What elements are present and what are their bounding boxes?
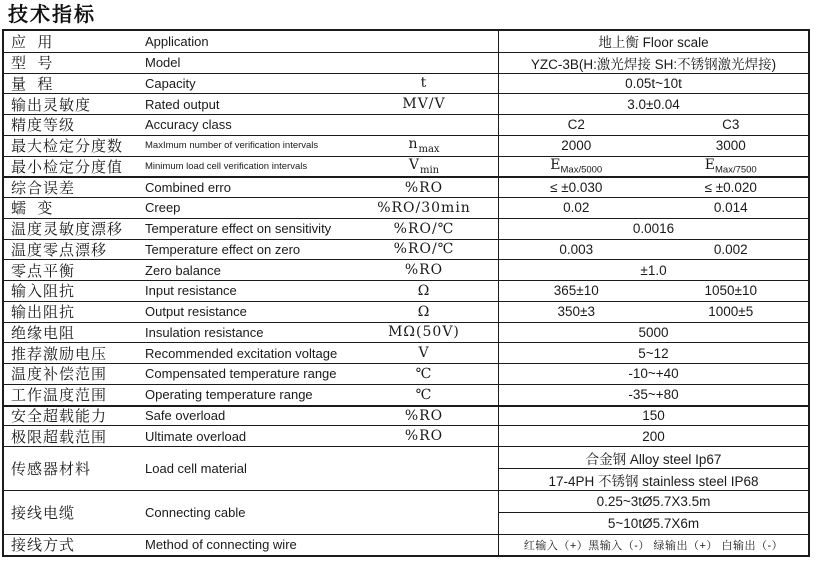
value-subrow: 17-4PH 不锈钢 stainless steel IP68 bbox=[499, 468, 808, 490]
value-text: 地上衡 Floor scale bbox=[598, 35, 709, 51]
value-text: -10~+40 bbox=[628, 366, 679, 382]
value-text: 200 bbox=[642, 428, 665, 444]
value-c2-symbol: E bbox=[550, 157, 561, 174]
value-cell bbox=[498, 281, 808, 301]
table-row bbox=[4, 363, 808, 384]
label-cell bbox=[4, 302, 498, 322]
value-cell bbox=[498, 219, 808, 239]
label-en: Temperature effect on sensitivity bbox=[145, 221, 332, 237]
unit-label: MV/V bbox=[402, 96, 446, 113]
page-title: 技术指标 bbox=[8, 4, 96, 26]
label-en: Method of connecting wire bbox=[145, 537, 297, 553]
value-text: 0.0016 bbox=[632, 221, 675, 237]
label-cell bbox=[4, 364, 498, 384]
value-c2: 365±10 bbox=[553, 283, 599, 299]
table-row bbox=[4, 135, 808, 156]
label-cn: 传感器材料 bbox=[11, 461, 92, 478]
unit-label: %RO bbox=[404, 179, 444, 196]
value-subrow: 5~10tØ5.7X6m bbox=[499, 512, 808, 534]
value-c2 bbox=[499, 157, 654, 176]
value-c3: 1000±5 bbox=[708, 304, 754, 320]
label-cn: 绝缘电阻 bbox=[11, 324, 76, 342]
table-row bbox=[4, 446, 808, 490]
label-cn: 最小检定分度值 bbox=[11, 158, 124, 176]
label-cell bbox=[4, 385, 498, 405]
value-cell bbox=[498, 198, 808, 218]
label-cell bbox=[4, 198, 498, 218]
unit-label bbox=[350, 157, 498, 176]
table-row bbox=[4, 73, 808, 94]
unit-label: Ω bbox=[417, 282, 431, 299]
value-cell bbox=[498, 31, 808, 52]
table-row bbox=[4, 534, 808, 555]
value-c2-subscript: Max/5000 bbox=[560, 164, 603, 176]
label-cn: 输出灵敏度 bbox=[11, 96, 92, 114]
label-en: Compensated temperature range bbox=[145, 366, 337, 382]
table-row bbox=[4, 342, 808, 363]
value-c2: 0.003 bbox=[559, 241, 594, 257]
label-en: Safe overload bbox=[145, 408, 226, 424]
label-en: Rated output bbox=[145, 96, 220, 112]
unit-label: %RO/30min bbox=[377, 199, 471, 216]
value-c3 bbox=[654, 157, 809, 176]
value-text: 红输入（+）黑输入（-） 绿输出（+） 白输出（-） bbox=[523, 539, 784, 552]
value-text: 3.0±0.04 bbox=[627, 96, 680, 112]
unit-label: ℃ bbox=[415, 386, 433, 403]
value-cell bbox=[498, 491, 808, 534]
label-en: Load cell material bbox=[145, 461, 247, 476]
table-row bbox=[4, 114, 808, 135]
table-row bbox=[4, 93, 808, 114]
table-row bbox=[4, 197, 808, 218]
label-cell bbox=[4, 53, 498, 73]
label-en: Zero balance bbox=[145, 262, 221, 278]
label-cell bbox=[4, 535, 498, 555]
table-row bbox=[4, 176, 808, 197]
table-row bbox=[4, 31, 808, 52]
label-en: Temperature effect on zero bbox=[145, 241, 301, 257]
label-en: Ultimate overload bbox=[145, 428, 247, 444]
value-cell bbox=[498, 157, 808, 177]
value-cell bbox=[498, 94, 808, 114]
value-cell bbox=[498, 385, 808, 405]
label-cn: 精度等级 bbox=[11, 117, 76, 135]
label-en: Input resistance bbox=[145, 283, 237, 299]
unit-label: %RO bbox=[404, 407, 444, 424]
label-cell bbox=[4, 260, 498, 280]
label-en: Application bbox=[145, 33, 209, 49]
value-cell bbox=[498, 136, 808, 156]
label-en: Creep bbox=[145, 200, 181, 216]
table-row bbox=[4, 384, 808, 405]
label-en: Model bbox=[145, 55, 181, 71]
table-row bbox=[4, 301, 808, 322]
label-cn: 应 用 bbox=[11, 33, 54, 51]
table-row bbox=[4, 239, 808, 260]
unit-label: %RO bbox=[404, 428, 444, 445]
value-cell bbox=[498, 240, 808, 260]
label-cell bbox=[4, 407, 498, 426]
label-cell bbox=[4, 74, 498, 94]
value-c3: ≤ ±0.020 bbox=[704, 180, 757, 196]
table-row bbox=[4, 259, 808, 280]
unit-subscript: max bbox=[418, 144, 440, 156]
value-c3: C3 bbox=[722, 117, 740, 133]
unit-label: V bbox=[418, 345, 430, 362]
label-en: Insulation resistance bbox=[145, 324, 264, 340]
table-row bbox=[4, 156, 808, 177]
value-cell bbox=[498, 323, 808, 343]
label-cell bbox=[4, 94, 498, 114]
label-en: Minimum load cell verification intervals bbox=[145, 160, 308, 172]
unit-label: %RO/℃ bbox=[393, 220, 455, 237]
label-cn: 安全超载能力 bbox=[11, 408, 108, 426]
label-cn: 温度零点漂移 bbox=[11, 241, 108, 259]
value-c3: 3000 bbox=[715, 138, 746, 154]
label-cell bbox=[4, 178, 498, 197]
value-c2: 350±3 bbox=[557, 304, 595, 320]
value-cell bbox=[498, 447, 808, 490]
value-text: YZC-3B(H:激光焊接 SH:不锈钢激光焊接) bbox=[530, 56, 777, 72]
value-subrow: 0.25~3tØ5.7X3.5m bbox=[596, 494, 711, 509]
value-text: 5000 bbox=[638, 324, 669, 340]
unit-label bbox=[350, 136, 498, 155]
label-cell bbox=[4, 491, 498, 534]
value-c3-symbol: E bbox=[704, 157, 715, 174]
value-cell bbox=[498, 364, 808, 384]
label-cell bbox=[4, 31, 498, 52]
value-c2: ≤ ±0.030 bbox=[550, 180, 603, 196]
table-row bbox=[4, 218, 808, 239]
table-row bbox=[4, 280, 808, 301]
label-en: Output resistance bbox=[145, 304, 247, 320]
unit-symbol: V bbox=[408, 156, 420, 173]
value-text: -35~+80 bbox=[628, 387, 679, 403]
unit-label: %RO/℃ bbox=[393, 241, 455, 258]
label-en: Operating temperature range bbox=[145, 387, 313, 403]
unit-symbol: n bbox=[408, 136, 419, 153]
label-cn: 接线电缆 bbox=[11, 505, 76, 522]
value-cell bbox=[498, 178, 808, 197]
label-cell bbox=[4, 426, 498, 446]
table-row bbox=[4, 425, 808, 446]
label-cn: 型 号 bbox=[11, 55, 54, 73]
label-cn: 温度补偿范围 bbox=[11, 366, 108, 384]
label-en: Connecting cable bbox=[145, 505, 246, 520]
label-en: MaxImum number of verification intervals bbox=[145, 140, 319, 152]
value-c3: 0.002 bbox=[713, 241, 748, 257]
unit-label: %RO bbox=[404, 262, 444, 279]
label-cell bbox=[4, 136, 498, 156]
label-cell bbox=[4, 240, 498, 260]
label-en: Combined erro bbox=[145, 180, 231, 196]
label-cell bbox=[4, 281, 498, 301]
value-text: ±1.0 bbox=[640, 262, 667, 278]
value-text: 150 bbox=[642, 408, 665, 424]
label-cn: 温度灵敏度漂移 bbox=[11, 221, 124, 239]
label-cell bbox=[4, 323, 498, 343]
value-c2: 0.02 bbox=[563, 200, 590, 216]
value-cell bbox=[498, 260, 808, 280]
unit-label: Ω bbox=[417, 303, 431, 320]
label-cn: 工作温度范围 bbox=[11, 387, 108, 405]
value-c3-subscript: Max/7500 bbox=[715, 164, 757, 176]
label-cell bbox=[4, 447, 498, 490]
label-cell bbox=[4, 219, 498, 239]
label-cn: 综合误差 bbox=[11, 180, 76, 198]
label-en: Accuracy class bbox=[145, 117, 232, 133]
value-text: 5~12 bbox=[638, 345, 669, 361]
label-cell bbox=[4, 157, 498, 177]
value-cell bbox=[498, 426, 808, 446]
value-cell bbox=[498, 407, 808, 426]
value-text: 0.05t~10t bbox=[625, 75, 682, 91]
unit-label: ℃ bbox=[415, 365, 433, 382]
value-c3: 1050±10 bbox=[704, 283, 757, 299]
label-cn: 量 程 bbox=[11, 75, 54, 93]
label-en: Recommended excitation voltage bbox=[145, 345, 338, 361]
value-cell bbox=[498, 53, 808, 73]
label-cell bbox=[4, 115, 498, 135]
value-cell bbox=[498, 535, 808, 555]
label-cn: 极限超载范围 bbox=[11, 428, 108, 446]
unit-label: t bbox=[420, 75, 428, 92]
value-cell bbox=[498, 343, 808, 363]
table-row bbox=[4, 405, 808, 426]
label-cn: 接线方式 bbox=[11, 537, 76, 555]
value-subrow: 合金钢 Alloy steel Ip67 bbox=[585, 451, 722, 467]
table-row bbox=[4, 52, 808, 73]
label-cn: 输出阻抗 bbox=[11, 304, 76, 322]
label-cn: 最大检定分度数 bbox=[11, 138, 124, 156]
value-c2: C2 bbox=[567, 117, 585, 133]
value-c3: 0.014 bbox=[713, 200, 748, 216]
table-row bbox=[4, 490, 808, 534]
label-cell bbox=[4, 343, 498, 363]
label-cn: 推荐激励电压 bbox=[11, 345, 108, 363]
label-cn: 蠕 变 bbox=[11, 200, 54, 218]
label-cn: 零点平衡 bbox=[11, 262, 76, 280]
label-cn: 输入阻抗 bbox=[11, 283, 76, 301]
unit-subscript: min bbox=[420, 164, 440, 176]
value-cell bbox=[498, 302, 808, 322]
value-cell bbox=[498, 115, 808, 135]
label-en: Capacity bbox=[145, 75, 196, 91]
table-row bbox=[4, 322, 808, 343]
spec-table bbox=[2, 29, 810, 557]
value-cell bbox=[498, 74, 808, 94]
unit-label: MΩ(50V) bbox=[388, 324, 460, 341]
value-c2: 2000 bbox=[561, 138, 592, 154]
